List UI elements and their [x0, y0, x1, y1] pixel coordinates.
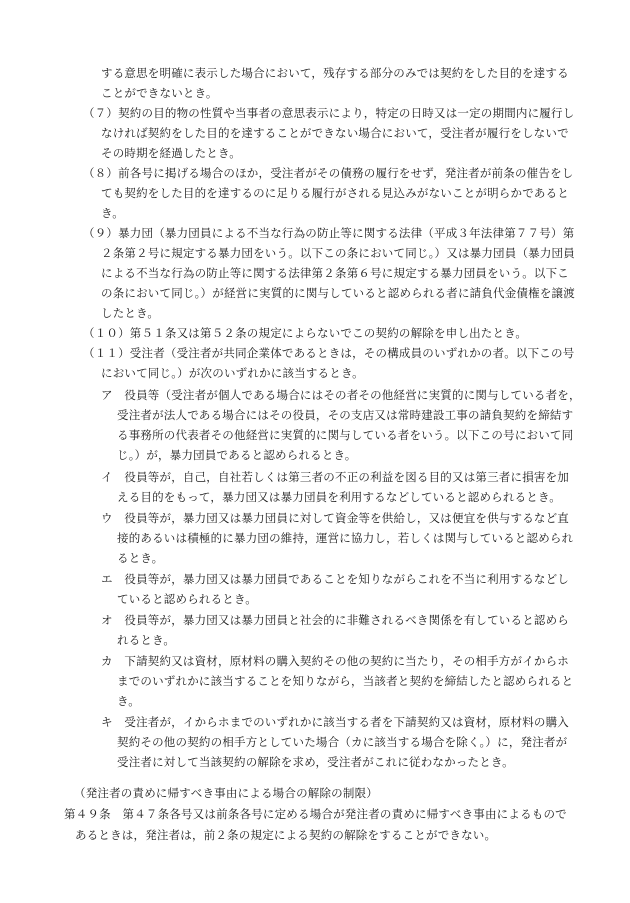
text-line: オ 役員等が，暴力団又は暴力団員と社会的に非難されるべき関係を有していると認めら — [101, 613, 569, 627]
text-line: き。 — [101, 206, 124, 220]
text-line: したとき。 — [101, 306, 160, 320]
text-line: （８）前各号に掲げる場合のほか，受注者がその債務の履行をせず，発注者が前条の催告をし — [83, 166, 574, 180]
text-line: れるとき。 — [117, 633, 176, 647]
text-line: による不当な行為の防止等に関する法律第２条第６号に規定する暴力団員をいう。以下こ — [101, 266, 569, 280]
text-line: （１０）第５１条又は第５２条の規定によらないでこの契約の解除を申し出たとき。 — [83, 326, 528, 340]
text-line: き。 — [117, 694, 140, 708]
text-line: える目的をもって，暴力団又は暴力団員を利用するなどしていると認められるとき。 — [117, 490, 561, 504]
text-line: ア 役員等（受注者が個人である場合にはその者その他経営に実質的に関与している者を， — [101, 388, 581, 402]
text-line: 受注者が法人である場合にはその役員，その支店又は常時建設工事の請負契約を締結す — [117, 408, 574, 422]
text-line: （１１）受注者（受注者が共同企業体であるときは，その構成員のいずれかの者。以下この号 — [83, 346, 575, 360]
text-line: エ 役員等が，暴力団又は暴力団員であることを知りながらこれを不当に利用するなどし — [101, 572, 569, 586]
text-line: ことができないとき。 — [101, 86, 218, 100]
text-line: 受注者に対して当該契約の解除を求め，受注者がこれに従わなかったとき。 — [117, 755, 514, 769]
text-line: （７）契約の目的物の性質や当事者の意思表示により，特定の日時又は一定の期間内に履行し — [83, 106, 575, 120]
article-line: 第４９条 第４７条各号又は前条各号に定める場合が発注者の責めに帰すべき事由によるもので — [64, 807, 567, 821]
text-line: ても契約をした目的を達するのに足りる履行がされる見込みがないことが明らかであると — [101, 186, 569, 200]
text-line: ていると認められるとき。 — [117, 592, 257, 606]
text-line: キ 受注者が，イからホまでのいずれかに該当する者を下請契約又は資材，原材料の購入 — [101, 715, 569, 729]
text-line: じ。）が，暴力団員であると認められるとき。 — [117, 448, 357, 462]
text-line: る事務所の代表者その他経営に実質的に関与している者をいう。以下この号において同 — [117, 428, 574, 442]
text-line: ２条第２号に規定する暴力団をいう。以下この条において同じ。）又は暴力団員（暴力団員 — [101, 246, 575, 260]
text-line: るとき。 — [117, 551, 164, 565]
section-heading: （発注者の責めに帰すべき事由による場合の解除の制限） — [74, 786, 378, 800]
text-line: する意思を明確に表示した場合において，残存する部分のみでは契約をした目的を達する — [101, 66, 569, 80]
text-line: までのいずれかに該当することを知りながら，当該者と契約を締結したと認められると — [117, 674, 574, 688]
text-line: 契約その他の契約の相手方としていた場合（カに該当する場合を除く。）に，発注者が — [117, 735, 568, 749]
text-line: あるときは，発注者は，前２条の規定による契約の解除をすることができない。 — [75, 828, 497, 842]
text-line: ウ 役員等が，暴力団又は暴力団員に対して資金等を供給し，又は便宜を供与するなど直 — [101, 511, 569, 525]
text-line: その時期を経過したとき。 — [101, 146, 241, 160]
text-line: 接的あるいは積極的に暴力団の維持，運営に協力し，若しくは関与していると認められ — [117, 531, 574, 545]
text-line: の条において同じ。）が経営に実質的に関与していると認められる者に請負代金債権を譲渡 — [101, 286, 575, 300]
text-line: イ 役員等が，自己，自社若しくは第三者の不正の利益を図る目的又は第三者に損害を加 — [101, 470, 569, 484]
text-line: （９）暴力団（暴力団員による不当な行為の防止等に関する法律（平成３年法律第７７号）第 — [83, 226, 575, 240]
text-line: において同じ。）が次のいずれかに該当するとき。 — [101, 366, 364, 380]
text-line: なければ契約をした目的を達することができない場合において，受注者が履行をしないで — [101, 126, 569, 140]
text-line: カ 下請契約又は資材，原材料の購入契約その他の契約に当たり，その相手方がイからホ — [101, 654, 569, 668]
